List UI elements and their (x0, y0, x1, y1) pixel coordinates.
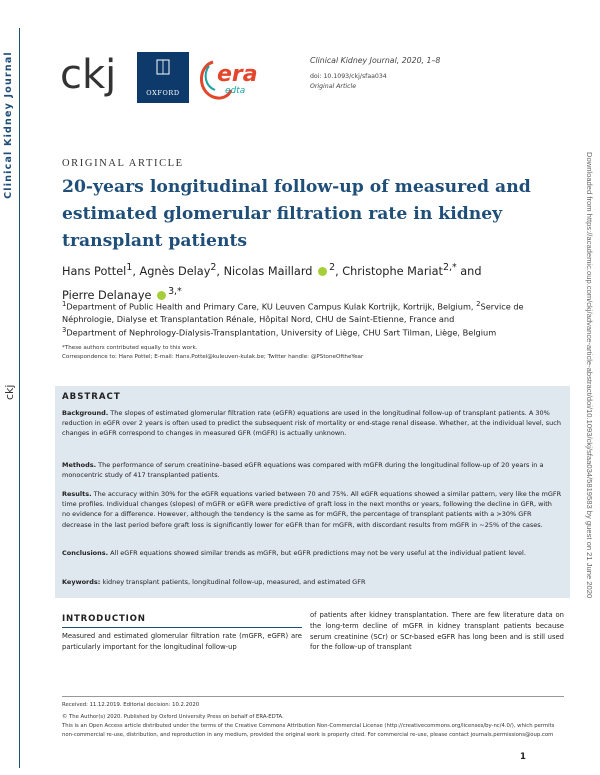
author-affil-sup: 2 (329, 262, 336, 273)
methods-label: Methods. (62, 461, 97, 469)
affil-sup: 3 (62, 326, 67, 335)
oxford-logo (137, 52, 189, 103)
introduction-rule (62, 627, 302, 628)
journal-citation: Clinical Kidney Journal, 2020, 1–8 (310, 56, 441, 65)
sidebar-journal-name (3, 30, 17, 220)
era-edta-logo (195, 52, 275, 104)
author-conjunction: and (456, 264, 482, 278)
ckj-mark-vertical: ckj (3, 384, 16, 400)
intro-left-column: Measured and estimated glomerular filtration rate (mGFR, eGFR) are particularly important for the longitudinal follow-up (62, 632, 302, 651)
author-name: , Christophe Mariat (335, 264, 443, 278)
article-type: ORIGINAL ARTICLE (62, 158, 184, 169)
page-number: 1 (520, 752, 526, 762)
license-text: This is an Open Access article distributed under the terms of the Creative Commons Attribution Non-Commercial License (http://creativecommons.org/licenses/by-nc/4.0/), which permits non-commercial re-use, distribution, and reproduction in any medium, provided the original work is properly cited. For commercial re-use, please contact journals.permissions@oup.com (62, 723, 555, 738)
journal-name-vertical: Clinical Kidney Journal (3, 51, 14, 199)
abstract-results (62, 489, 562, 530)
conclusions-text: All eGFR equations showed similar trends as mGFR, but eGFR predictions may not be very useful at the individual patient level. (108, 549, 526, 557)
abstract-methods (62, 460, 562, 480)
edta-logo-text: edta (225, 86, 246, 96)
affiliation-text: Department of Nephrology-Dialysis-Transplantation, University of Liège, CHU Sart Tilman, Liège, Belgium (66, 328, 497, 339)
methods-text: The performance of serum creatinine–based eGFR equations was compared with mGFR during the longitudinal follow-up of 20 years in a monocentric study of 417 transplanted patients. (62, 461, 544, 480)
oxford-logo-text: OXFORD (146, 89, 180, 97)
received-dates: Received: 11.12.2019. Editorial decision: 10.2.2020 (62, 702, 200, 708)
author-affil-sup: 2,* (442, 262, 457, 273)
abstract-background (62, 408, 562, 439)
affiliation-text: Department of Public Health and Primary Care, KU Leuven Campus Kulak Kortrijk, Kortrijk, Belgium, (66, 301, 477, 312)
article-kind: Original Article (310, 83, 357, 90)
author-name: Hans Pottel (62, 264, 127, 278)
intro-right-column: of patients after kidney transplantation. There are few literature data on the long-term decline of mGFR in kidney transplant patients because serum creatinine (SCr) or SCr-based eGFR has long been and is still used for the follow-up of transplant (310, 611, 564, 652)
affiliation-text: Service de Néphrologie, Dialyse et Transplantation Rénale, Hôpital Nord, CHU de Saint-Etienne, France and (62, 301, 524, 324)
abstract-keywords (62, 577, 562, 587)
equal-contribution-note: *These authors contributed equally to this work. (62, 345, 198, 351)
results-text: The accuracy within 30% for the eGFR equations varied between 70 and 75%. All eGFR equations showed a similar pattern, very like the mGFR time profiles. Individual changes (slopes) of mGFR or eGFR were predictive of graft loss in the next months or years, following the decline in GFR, with no evidence for a difference. However, although the tendency is the same as for mGFR, the percentage of transplant patients with a >30% GFR decrease in the last period before graft loss is significantly lower for eGFR than for mGFR, with discordant results from mGFR in ~25% of the cases. (62, 490, 562, 529)
era-logo-text: era (217, 62, 258, 87)
affil-sup: 1 (62, 300, 67, 308)
author-affil-sup: 3,* (168, 285, 182, 297)
copyright: © The Author(s) 2020. Published by Oxford University Press on behalf of ERA-EDTA. (62, 714, 284, 720)
author-name: , Nicolas Maillard (216, 264, 313, 278)
sidebar-ckj-mark (3, 378, 17, 402)
author-affil-sup: 2 (210, 262, 217, 273)
keywords-label: Keywords: (62, 578, 101, 586)
affil-sup: 2 (476, 300, 481, 308)
affiliations (62, 299, 562, 340)
ckj-logo: ckj (60, 52, 117, 98)
author-affil-sup: 1 (126, 262, 133, 273)
orcid-icon[interactable] (318, 267, 327, 276)
correspondence: Correspondence to: Hans Pottel; E-mail: Hans.Pottel@kuleuven-kulak.be; Twitter handle: @PStoneOftheYear (62, 354, 364, 360)
download-note-text: Downloaded from https://academic.oup.com/ckj/advance-article-abstract/doi/10.1093/ckj/sfaa034/5819583 by guest on 21 June 2020 (585, 152, 594, 599)
abstract-conclusions (62, 548, 562, 558)
footer-rule (62, 696, 564, 697)
keywords-text: kidney transplant patients, longitudinal follow-up, measured, and estimated GFR (100, 578, 366, 586)
background-label: Background. (62, 409, 109, 417)
introduction-heading: INTRODUCTION (62, 614, 146, 624)
download-note (582, 152, 594, 622)
abstract-heading: ABSTRACT (62, 392, 121, 402)
background-text: The slopes of estimated glomerular filtration rate (eGFR) equations are used in the longitudinal follow-up of transplant patients. A 30% reduction in eGFR over 2 years is often used to predict the subsequent risk of mortality or end-stage renal disease. Whether, at the individual level, such changes in eGFR correspond to changes in measured GFR (mGFR) is actually unknown. (62, 409, 561, 438)
sidebar-rule (19, 28, 20, 768)
conclusions-label: Conclusions. (62, 549, 109, 557)
author-name: , Agnès Delay (132, 264, 211, 278)
results-label: Results. (62, 490, 92, 498)
doi[interactable]: doi: 10.1093/ckj/sfaa034 (310, 73, 387, 80)
article-title: 20-years longitudinal follow-up of measured and estimated glomerular filtration rate in kidney transplant patients (62, 177, 531, 251)
author-name: Pierre Delanaye (62, 288, 152, 302)
